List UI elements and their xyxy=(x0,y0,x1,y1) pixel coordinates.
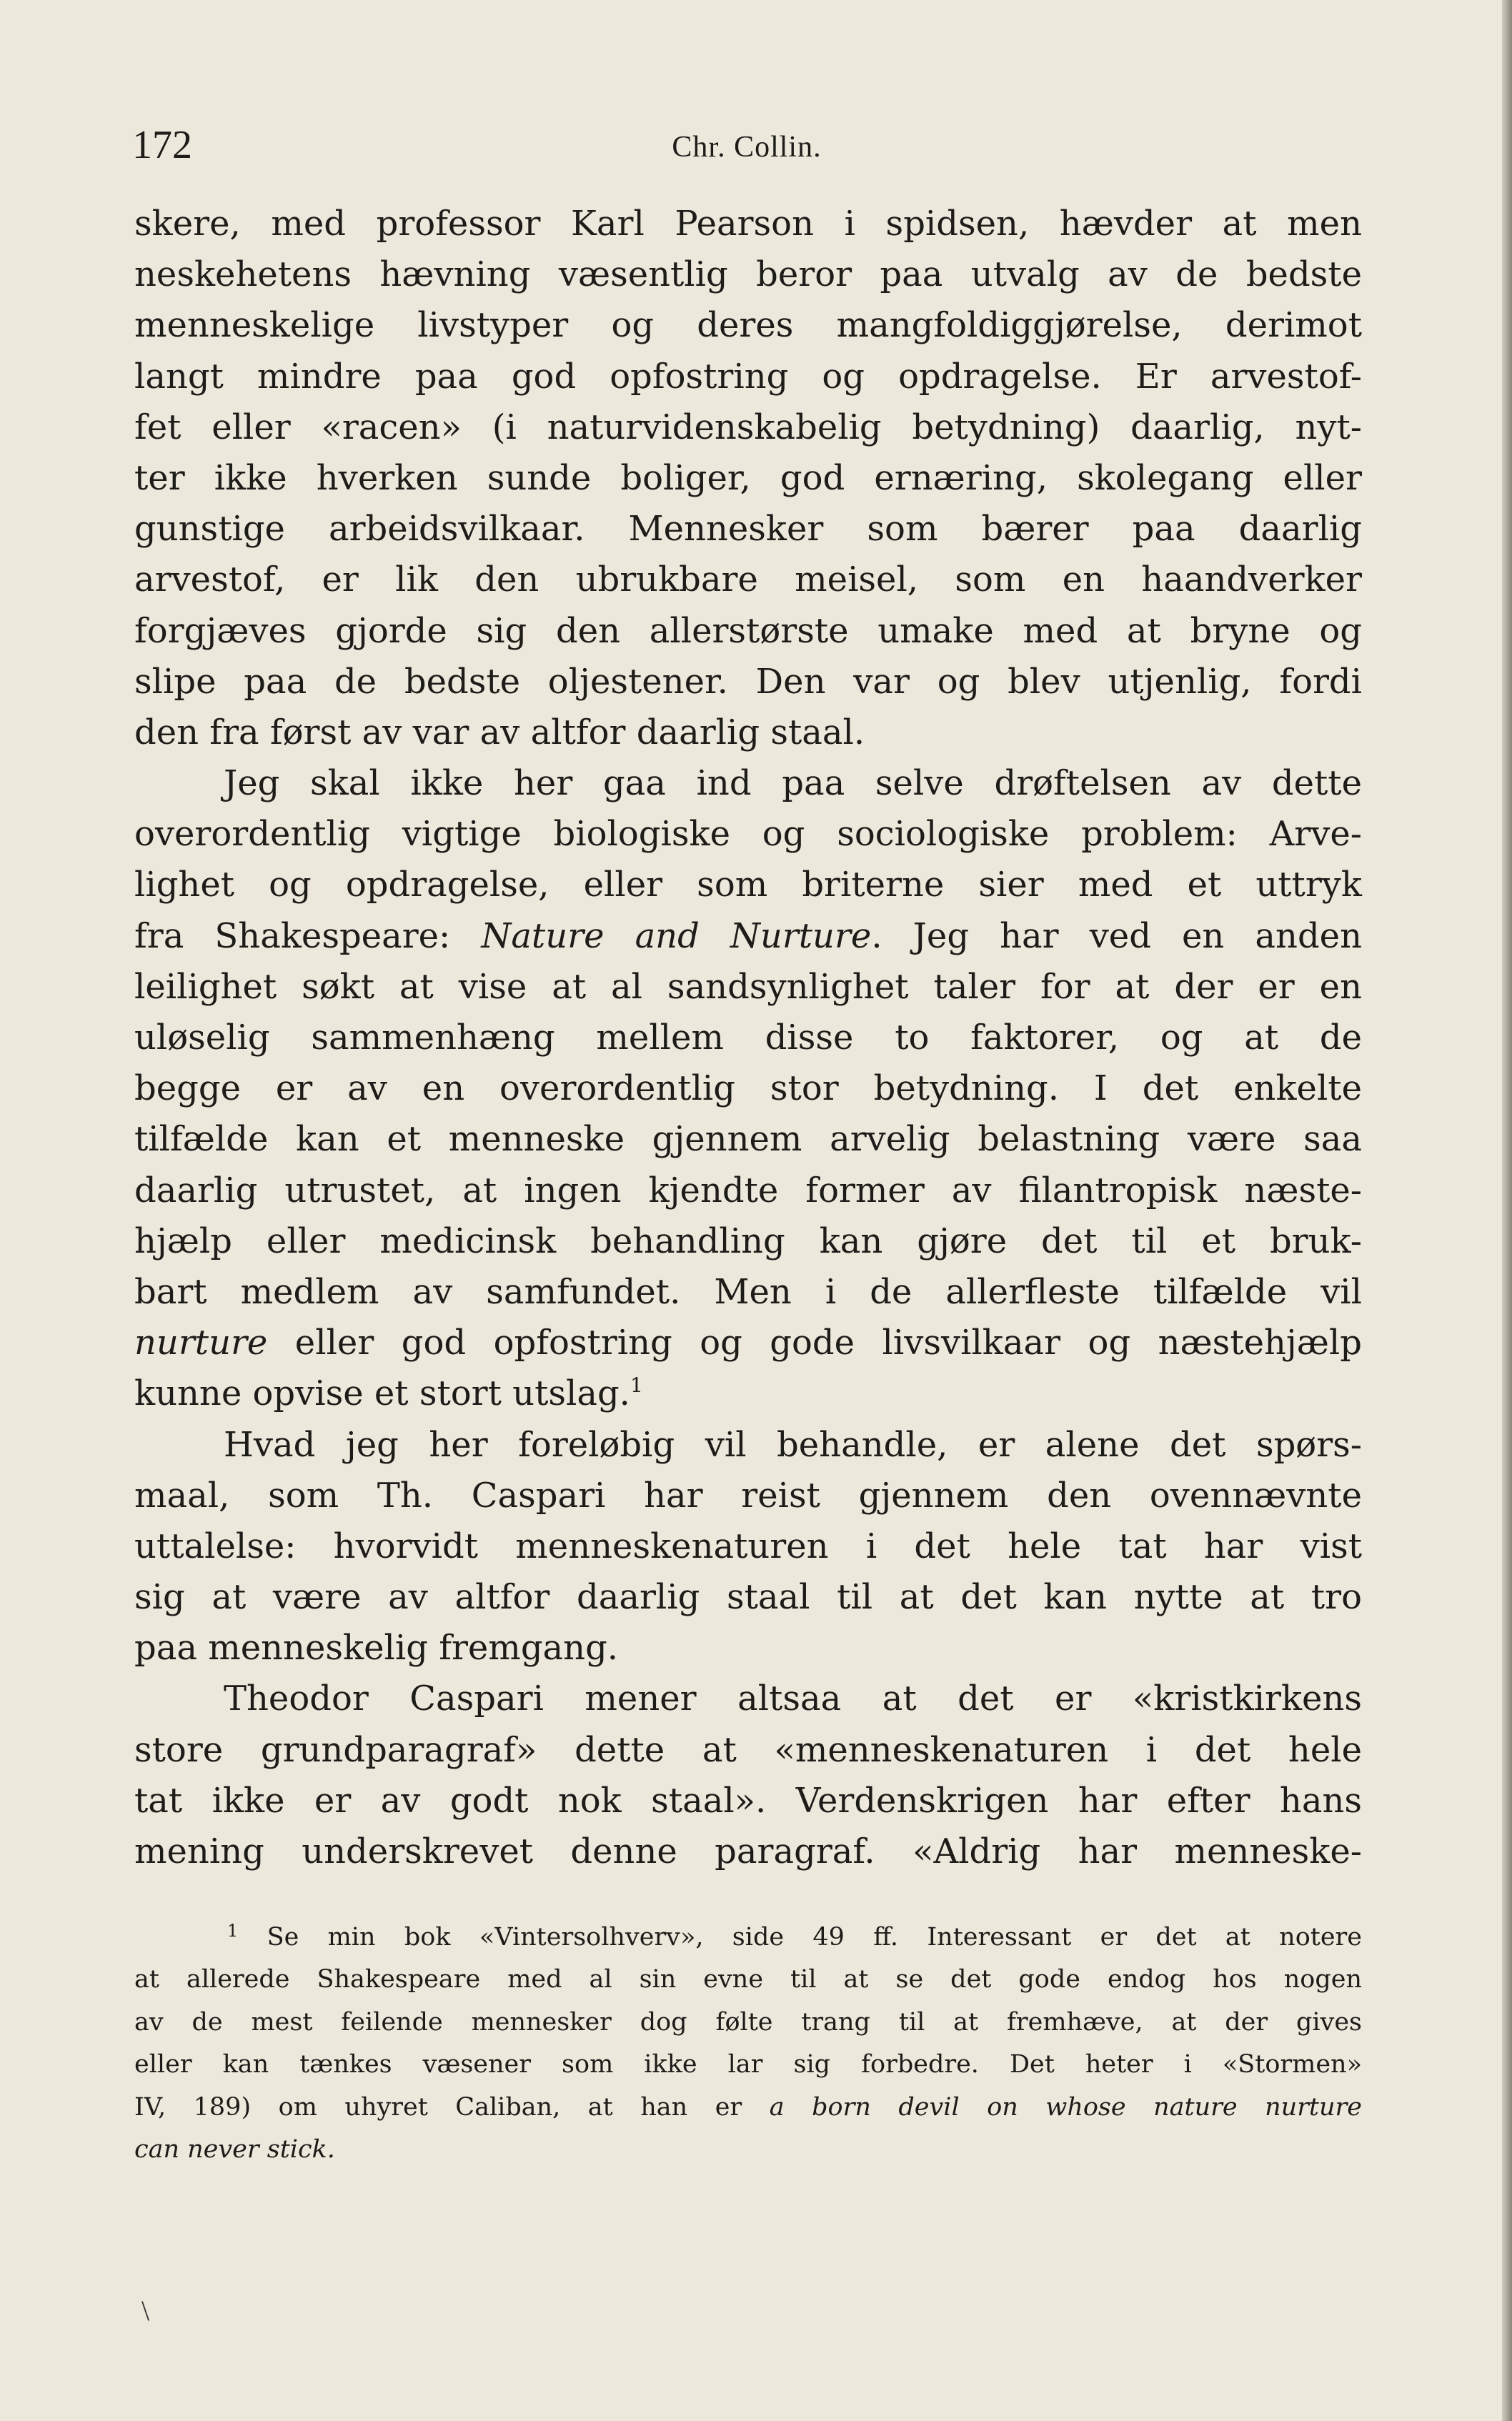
text-line: ter ikke hverken sunde boliger, god ernæring, skolegang eller xyxy=(134,457,1362,498)
text-line: uløselig sammenhæng mellem disse to faktorer, og at de xyxy=(134,1018,1362,1058)
text-line: tilfælde kan et menneske gjennem arvelig belastning være saa xyxy=(134,1119,1362,1160)
text-line: begge er av en overordentlig stor betydning. I det enkelte xyxy=(134,1068,1362,1109)
nurture-emphasis: nurture xyxy=(134,1323,268,1363)
footnote-line xyxy=(134,1917,1362,1959)
text-line: forgjæves gjorde sig den allerstørste umake med at bryne og xyxy=(134,610,1362,651)
page-edge-shadow xyxy=(1502,0,1512,2421)
footnote-line: eller kan tænkes væsener som ikke lar sig forbedre. Det heter i «Stormen» xyxy=(134,2050,1362,2079)
footnote-reference: 1 xyxy=(630,1373,643,1398)
footnotes xyxy=(134,1917,1362,2171)
text-line: gunstige arbeidsvilkaar. Mennesker som bærer paa daarlig xyxy=(134,509,1362,550)
text-line xyxy=(134,1318,1362,1368)
line-14-suffix: . Jeg har ved en anden xyxy=(871,915,1363,956)
text-line: paa menneskelig fremgang. xyxy=(134,1628,619,1669)
text-line xyxy=(134,1368,1362,1419)
text-line: Jeg skal ikke her gaa ind paa selve drøftelsen av dette xyxy=(224,763,1362,804)
stray-pen-mark: \ xyxy=(141,2295,150,2327)
footnote-line-4: IV, 189) om uhyret Caliban, at han er xyxy=(134,2092,742,2122)
text-line: langt mindre paa god opfostring og opdragelse. Er arvestof- xyxy=(134,356,1362,397)
nature-and-nurture-emphasis: Nature and Nurture xyxy=(481,915,872,956)
footnote-line-0: Se min bok «Vintersolhverv», side 49 ff. Interessant er det at notere xyxy=(267,1923,1362,1952)
page-header xyxy=(132,120,1361,170)
text-line: menneskelige livstyper og deres mangfoldiggjørelse, derimot xyxy=(134,305,1362,346)
text-line: arvestof, er lik den ubrukbare meisel, som en haandverker xyxy=(134,560,1362,600)
text-line: hjælp eller medicinsk behandling kan gjøre det til et bruk- xyxy=(134,1221,1362,1261)
footnote-line xyxy=(134,2129,1362,2171)
running-head: Chr. Collin. xyxy=(672,131,822,164)
text-line: uttalelse: hvorvidt menneskenaturen i det hele tat har vist xyxy=(134,1526,1362,1566)
footnote-marker: 1 xyxy=(227,1921,239,1941)
line-14-prefix: fra Shakespeare: xyxy=(134,915,482,956)
line-23-text: kunne opvise et stort utslag. xyxy=(134,1373,630,1414)
text-line: sig at være av altfor daarlig staal til at det kan nytte at tro xyxy=(134,1577,1362,1618)
footnote-quote-end: can never stick. xyxy=(134,2134,335,2164)
text-line: leilighet søkt at vise at al sandsynlighet taler for at der er en xyxy=(134,966,1362,1007)
footnote-line: at allerede Shakespeare med al sin evne til at se det gode endog hos nogen xyxy=(134,1965,1362,1994)
text-line: Theodor Caspari mener altsaa at det er «kristkirkens xyxy=(224,1679,1362,1719)
text-line: overordentlig vigtige biologiske og sociologiske problem: Arve- xyxy=(134,814,1362,855)
text-line: den fra først av var av altfor daarlig staal. xyxy=(134,712,865,752)
text-line: store grundparagraf» dette at «menneskenaturen i det hele xyxy=(134,1729,1362,1770)
footnote-line: av de mest feilende mennesker dog følte trang til at fremhæve, at der gives xyxy=(134,2007,1362,2037)
text-line: neskehetens hævning væsentlig beror paa utvalg av de bedste xyxy=(134,254,1362,295)
text-line: bart medlem av samfundet. Men i de allerfleste tilfælde vil xyxy=(134,1271,1362,1312)
text-line: maal, som Th. Caspari har reist gjennem den ovennævnte xyxy=(134,1475,1362,1516)
text-line: mening underskrevet denne paragraf. «Aldrig har menneske- xyxy=(134,1831,1362,1871)
footnote-line xyxy=(134,2087,1362,2129)
text-line: skere, med professor Karl Pearson i spidsen, hævder at men xyxy=(134,204,1362,244)
text-line: Hvad jeg her foreløbig vil behandle, er alene det spørs- xyxy=(224,1424,1362,1465)
text-line: lighet og opdragelse, eller som briterne sier med et uttryk xyxy=(134,865,1362,905)
text-line: tat ikke er av godt nok staal». Verdenskrigen har efter hans xyxy=(134,1780,1362,1821)
text-line xyxy=(134,911,1362,962)
footnote-quote: a born devil on whose nature nurture xyxy=(769,2092,1362,2122)
text-line: slipe paa de bedste oljestener. Den var og blev utjenlig, fordi xyxy=(134,661,1362,702)
body-text xyxy=(134,199,1362,1877)
line-22-suffix: eller god opfostring og gode livsvilkaar og næstehjælp xyxy=(267,1323,1362,1363)
text-line: daarlig utrustet, at ingen kjendte former av filantropisk næste- xyxy=(134,1170,1362,1210)
page-number: 172 xyxy=(132,123,192,167)
text-line: fet eller «racen» (i naturvidenskabelig betydning) daarlig, nyt- xyxy=(134,407,1362,447)
